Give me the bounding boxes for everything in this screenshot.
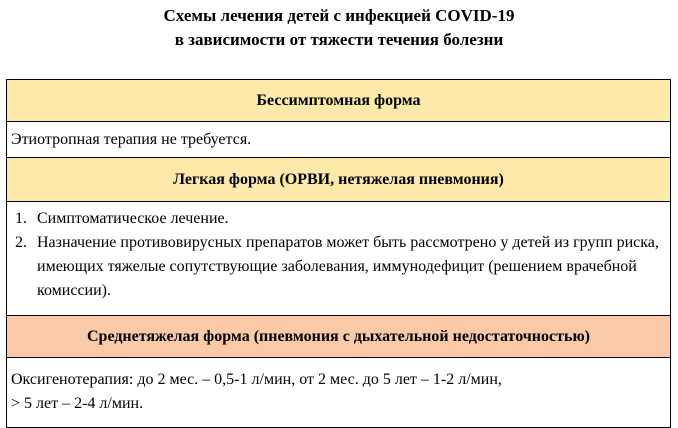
moderate-text-cell — [7, 358, 670, 428]
asymptomatic-header: Бессимптомная форма — [7, 80, 670, 122]
mild-list — [11, 207, 666, 303]
mild-list-cell — [7, 202, 670, 316]
title-line-1: Схемы лечения детей с инфекцией COVID-19 — [163, 6, 515, 25]
title-line-2: в зависимости от тяжести течения болезни — [174, 30, 504, 49]
list-item: 2. Назначение противовирусных препаратов может быть рассмотрено у детей из групп риска, имеющих тяжелые сопутствующие заболевания, иммунодефицит (решением врачебной комиссии). — [15, 234, 659, 299]
list-item: 1. Симптоматическое лечение. — [15, 210, 229, 227]
mild-header: Легкая форма (ОРВИ, нетяжелая пневмония) — [7, 158, 670, 202]
page-title — [0, 4, 678, 52]
moderate-text-line-1: Оксигенотерапия: до 2 мес. – 0,5-1 л/мин, от 2 мес. до 5 лет – 1-2 л/мин, — [11, 371, 502, 388]
treatment-table — [6, 79, 671, 428]
asymptomatic-text: Этиотропная терапия не требуется. — [7, 122, 670, 158]
moderate-header: Среднетяжелая форма (пневмония с дыхательной недостаточностью) — [7, 316, 670, 358]
mild-item-1: Симптоматическое лечение. — [37, 210, 229, 227]
mild-item-2: Назначение противовирусных препаратов может быть рассмотрено у детей из групп риска, имеющих тяжелые сопутствующие заболевания, иммунодефицит (решением врачебной комиссии). — [37, 234, 659, 299]
moderate-text-line-2: > 5 лет – 2-4 л/мин. — [11, 395, 144, 412]
